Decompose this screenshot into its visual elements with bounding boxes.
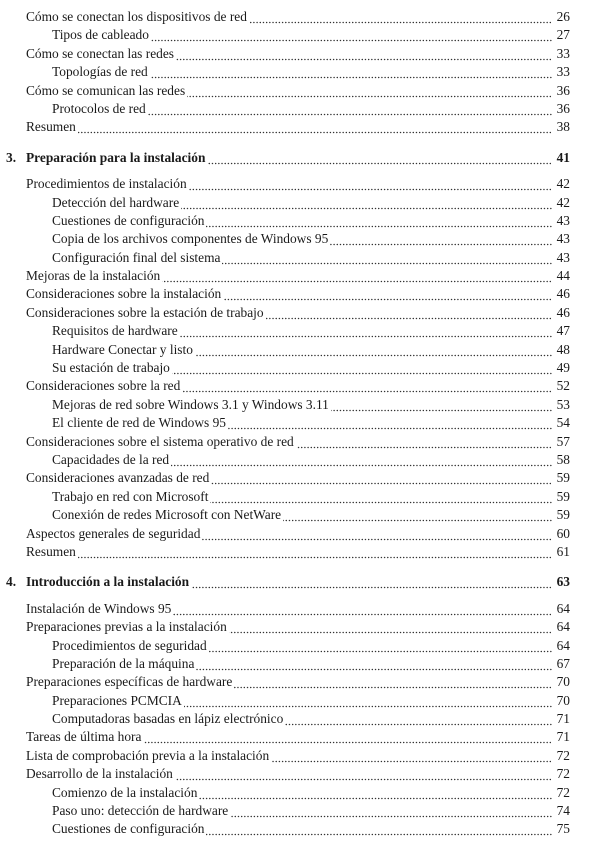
- toc-entry-title-wrap: [52, 396, 552, 414]
- toc-entry-title-wrap: [26, 600, 552, 618]
- toc-entry-title: Preparaciones previas a la instalación: [26, 619, 227, 635]
- toc-entry-title-wrap: [26, 175, 552, 193]
- toc-entry-page-number: 26: [556, 9, 570, 24]
- toc-entry[interactable]: [0, 230, 600, 248]
- toc-entry-title-wrap: [52, 488, 552, 506]
- toc-entry-page-number: 59: [556, 470, 570, 486]
- toc-entry-title-wrap: [52, 692, 552, 710]
- toc-entry[interactable]: [0, 212, 600, 230]
- chapter-title: Introducción a la instalación: [26, 574, 190, 590]
- toc-entry-title: Preparación de la máquina: [52, 655, 195, 671]
- toc-entry[interactable]: [0, 673, 600, 691]
- toc-entry-title-wrap: [52, 414, 552, 432]
- toc-entry[interactable]: [0, 26, 600, 44]
- toc-entry-title-wrap: [52, 637, 552, 655]
- toc-entry[interactable]: [0, 747, 600, 765]
- toc-entry-page-number: 64: [556, 619, 570, 635]
- toc-entry-page-number: 27: [556, 27, 570, 43]
- toc-entry-title: Hardware Conectar y listo: [52, 341, 193, 357]
- toc-section-chapter-3: [0, 175, 600, 561]
- toc-entry-page-number: 64: [556, 600, 570, 616]
- toc-entry[interactable]: [0, 249, 600, 267]
- toc-entry-page-number: 44: [556, 268, 570, 284]
- toc-section-chapter-4: [0, 600, 600, 839]
- toc-entry-title-wrap: [52, 26, 552, 44]
- toc-entry-title-wrap: [26, 543, 552, 561]
- toc-entry-title-wrap: [26, 747, 552, 765]
- toc-entry-title: El cliente de red de Windows 95: [52, 415, 226, 431]
- toc-entry-title-wrap: [52, 63, 552, 81]
- toc-entry-page-number: 74: [556, 803, 570, 819]
- toc-entry[interactable]: [0, 488, 600, 506]
- toc-entry-title-wrap: [52, 230, 552, 248]
- toc-entry[interactable]: [0, 267, 600, 285]
- toc-entry-page-number: 54: [556, 415, 570, 431]
- toc-entry-page-number: 52: [556, 378, 570, 394]
- toc-entry[interactable]: [0, 543, 600, 561]
- toc-entry-title-wrap: [26, 618, 552, 636]
- toc-entry-page-number: 47: [556, 323, 570, 339]
- toc-entry-title-wrap: [26, 285, 552, 303]
- toc-entry[interactable]: [0, 637, 600, 655]
- toc-entry-title-wrap: [52, 506, 552, 524]
- toc-entry[interactable]: [0, 359, 600, 377]
- toc-entry-page-number: 33: [556, 45, 570, 61]
- toc-entry-title: Requisitos de hardware: [52, 323, 178, 339]
- toc-entry[interactable]: [0, 451, 600, 469]
- toc-entry-title-wrap: [52, 451, 552, 469]
- toc-entry-title: Cómo se comunican las redes: [26, 82, 186, 98]
- toc-entry-page-number: 43: [556, 212, 570, 228]
- toc-entry[interactable]: [0, 304, 600, 322]
- toc-entry-title-wrap: [52, 802, 552, 820]
- toc-entry-title-wrap: [26, 765, 552, 783]
- toc-entry-title: Preparaciones PCMCIA: [52, 692, 182, 708]
- toc-entry-title: Preparaciones específicas de hardware: [26, 674, 233, 690]
- toc-entry-title: Paso uno: detección de hardware: [52, 803, 229, 819]
- toc-entry-title-wrap: [52, 100, 552, 118]
- toc-entry[interactable]: [0, 765, 600, 783]
- toc-entry-title-wrap: [26, 118, 552, 136]
- toc-entry-title: Trabajo en red con Microsoft: [52, 488, 209, 504]
- toc-entry[interactable]: [0, 377, 600, 395]
- chapter-title: Preparación para la instalación: [26, 149, 206, 165]
- toc-entry[interactable]: [0, 100, 600, 118]
- toc-entry-title-wrap: [26, 267, 552, 285]
- toc-entry[interactable]: [0, 175, 600, 193]
- toc-entry-title: Consideraciones sobre la red: [26, 378, 181, 394]
- toc-entry-page-number: 71: [556, 729, 570, 745]
- toc-entry-title-wrap: [26, 82, 552, 100]
- toc-entry-page-number: 61: [556, 543, 570, 559]
- toc-entry-title-wrap: [26, 433, 552, 451]
- toc-entry-title: Tipos de cableado: [52, 27, 149, 43]
- toc-chapter-4[interactable]: [0, 573, 600, 591]
- chapter-number: 4.: [6, 574, 17, 590]
- toc-entry-title-wrap: [26, 45, 552, 63]
- toc-entry[interactable]: [0, 414, 600, 432]
- toc-entry[interactable]: [0, 728, 600, 746]
- toc-entry-title: Copia de los archivos componentes de Windows 95: [52, 231, 329, 247]
- toc-entry-page-number: 60: [556, 525, 570, 541]
- toc-entry-title-wrap: [26, 469, 552, 487]
- toc-entry-page-number: 46: [556, 286, 570, 302]
- toc-entry-title: Consideraciones sobre la estación de trabajo: [26, 304, 264, 320]
- toc-chapter-3[interactable]: [0, 149, 600, 167]
- toc-entry-title-wrap: [26, 673, 552, 691]
- toc-entry-title: Cómo se conectan los dispositivos de red: [26, 9, 247, 24]
- toc-entry[interactable]: [0, 784, 600, 802]
- chapter-number: 3.: [6, 149, 17, 165]
- toc-entry-page-number: 48: [556, 341, 570, 357]
- toc-entry-title: Instalación de Windows 95: [26, 600, 172, 616]
- toc-entry[interactable]: [0, 82, 600, 100]
- toc-entry[interactable]: [0, 469, 600, 487]
- toc-entry-title: Mejoras de la instalación: [26, 268, 161, 284]
- toc-entry-title-wrap: [52, 249, 552, 267]
- toc-entry-page-number: 59: [556, 488, 570, 504]
- toc-entry-page-number: 70: [556, 674, 570, 690]
- toc-entry-title-wrap: [52, 710, 552, 728]
- toc-entry-title: Mejoras de red sobre Windows 3.1 y Windows 3.11: [52, 396, 329, 412]
- toc-entry-page-number: 67: [556, 655, 570, 671]
- toc-entry-page-number: 71: [556, 711, 570, 727]
- toc-entry-title: Cómo se conectan las redes: [26, 45, 174, 61]
- toc-entry-page-number: 43: [556, 231, 570, 247]
- toc-entry-page-number: 53: [556, 396, 570, 412]
- toc-entry-title-wrap: [52, 784, 552, 802]
- toc-entry[interactable]: [0, 710, 600, 728]
- toc-entry[interactable]: [0, 341, 600, 359]
- toc-entry-title: Tareas de última hora: [26, 729, 142, 745]
- toc-entry[interactable]: [0, 820, 600, 838]
- toc-entry[interactable]: [0, 285, 600, 303]
- toc-entry-title-wrap: [26, 304, 552, 322]
- chapter-title-wrap: [26, 149, 552, 167]
- toc-entry-page-number: 59: [556, 507, 570, 523]
- toc-entry-page-number: 38: [556, 119, 570, 135]
- toc-entry-title: Desarrollo de la instalación: [26, 766, 173, 782]
- toc-entry-page-number: 75: [556, 821, 570, 837]
- toc-entry-title: Lista de comprobación previa a la instalación: [26, 747, 270, 763]
- chapter-page-number: 63: [556, 574, 570, 590]
- toc-entry-title-wrap: [52, 322, 552, 340]
- toc-entry-page-number: 42: [556, 176, 570, 192]
- toc-entry-page-number: 72: [556, 766, 570, 782]
- toc-entry-title-wrap: [26, 377, 552, 395]
- toc-entry-title: Configuración final del sistema: [52, 249, 221, 265]
- toc-entry[interactable]: [0, 45, 600, 63]
- toc-entry-page-number: 33: [556, 64, 570, 80]
- toc-entry[interactable]: [0, 618, 600, 636]
- toc-entry[interactable]: [0, 655, 600, 673]
- toc-entry-page-number: 46: [556, 304, 570, 320]
- toc-entry-title: Procedimientos de instalación: [26, 176, 187, 192]
- toc-entry-title-wrap: [26, 8, 552, 26]
- toc-entry-title: Topologías de red: [52, 64, 148, 80]
- toc-entry-page-number: 64: [556, 637, 570, 653]
- toc-entry-page-number: 43: [556, 249, 570, 265]
- toc-entry-title: Protocolos de red: [52, 100, 146, 116]
- toc-entry[interactable]: [0, 525, 600, 543]
- toc-entry-title-wrap: [26, 525, 552, 543]
- toc-entry-title: Su estación de trabajo: [52, 360, 170, 376]
- toc-entry-page-number: 72: [556, 747, 570, 763]
- toc-entry-title-wrap: [52, 820, 552, 838]
- toc-entry-page-number: 70: [556, 692, 570, 708]
- toc-entry-page-number: 58: [556, 451, 570, 467]
- toc-entry-title: Aspectos generales de seguridad: [26, 525, 201, 541]
- toc-entry-title: Procedimientos de seguridad: [52, 637, 207, 653]
- toc-entry-title: Resumen: [26, 119, 76, 135]
- toc-entry[interactable]: [0, 600, 600, 618]
- toc-entry-page-number: 42: [556, 194, 570, 210]
- chapter-title-wrap: [26, 573, 552, 591]
- toc-entry-title: Consideraciones avanzadas de red: [26, 470, 210, 486]
- toc-entry[interactable]: [0, 194, 600, 212]
- toc-entry[interactable]: [0, 8, 600, 26]
- toc-entry[interactable]: [0, 396, 600, 414]
- table-of-contents: [0, 8, 600, 839]
- toc-entry[interactable]: [0, 433, 600, 451]
- toc-entry-page-number: 36: [556, 100, 570, 116]
- toc-entry-page-number: 36: [556, 82, 570, 98]
- toc-entry-title-wrap: [52, 194, 552, 212]
- toc-entry-page-number: 49: [556, 360, 570, 376]
- toc-entry-title-wrap: [52, 655, 552, 673]
- toc-entry[interactable]: [0, 802, 600, 820]
- toc-entry[interactable]: [0, 322, 600, 340]
- toc-entry[interactable]: [0, 63, 600, 81]
- toc-entry[interactable]: [0, 118, 600, 136]
- toc-entry-title: Computadoras basadas en lápiz electrónico: [52, 711, 284, 727]
- chapter-page-number: 41: [556, 149, 570, 165]
- toc-entry-title-wrap: [52, 359, 552, 377]
- toc-entry-title: Consideraciones sobre el sistema operativo de red: [26, 433, 294, 449]
- toc-entry-page-number: 72: [556, 784, 570, 800]
- toc-entry-title: Consideraciones sobre la instalación: [26, 286, 222, 302]
- toc-entry-title: Comienzo de la instalación: [52, 784, 198, 800]
- toc-entry-page-number: 57: [556, 433, 570, 449]
- toc-entry-title-wrap: [52, 212, 552, 230]
- toc-entry-title: Resumen: [26, 543, 76, 559]
- toc-entry-title-wrap: [26, 728, 552, 746]
- toc-entry-title: Detección del hardware: [52, 194, 180, 210]
- toc-entry-title: Conexión de redes Microsoft con NetWare: [52, 507, 282, 523]
- toc-section-chapter-2-tail: [0, 8, 600, 137]
- toc-entry[interactable]: [0, 506, 600, 524]
- toc-entry-title: Cuestiones de configuración: [52, 212, 205, 228]
- toc-entry[interactable]: [0, 692, 600, 710]
- toc-entry-title-wrap: [52, 341, 552, 359]
- toc-entry-title: Capacidades de la red: [52, 451, 170, 467]
- toc-entry-title: Cuestiones de configuración: [52, 821, 205, 837]
